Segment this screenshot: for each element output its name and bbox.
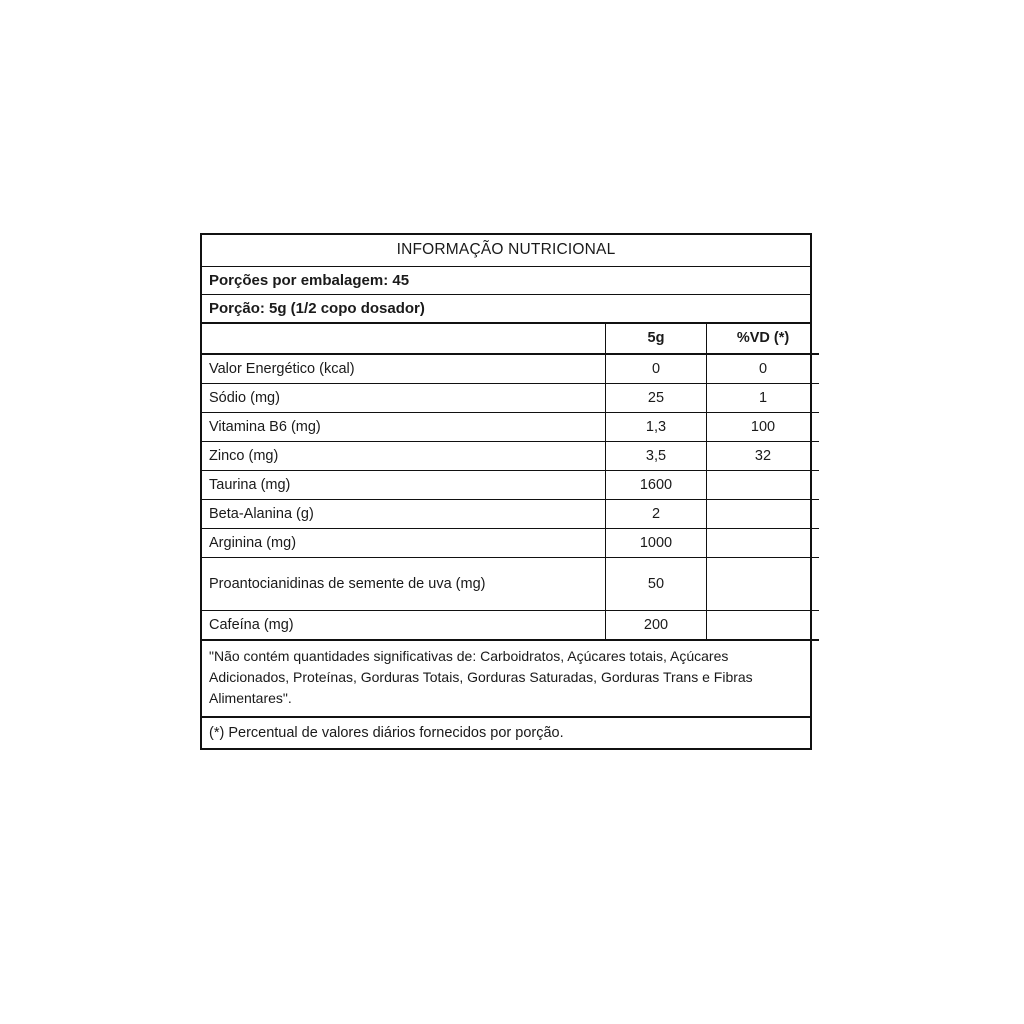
table-row	[202, 354, 819, 384]
daily-value-note: (*) Percentual de valores diários fornecidos por porção.	[209, 725, 564, 741]
row-daily-value	[707, 500, 820, 529]
servings-per-package: Porções por embalagem: 45	[202, 267, 810, 295]
row-amount: 1,3	[606, 413, 707, 442]
table-row	[202, 384, 819, 413]
row-amount: 200	[606, 611, 707, 641]
table-header-row	[202, 324, 819, 354]
header-amount: 5g	[606, 324, 707, 354]
table-row	[202, 442, 819, 471]
row-nutrient-name: Vitamina B6 (mg)	[202, 413, 606, 442]
table-row	[202, 558, 819, 611]
nutrition-table	[202, 324, 819, 641]
row-amount: 2	[606, 500, 707, 529]
row-nutrient-name: Proantocianidinas de semente de uva (mg)	[202, 558, 606, 611]
row-daily-value: 1	[707, 384, 820, 413]
row-nutrient-name: Sódio (mg)	[202, 384, 606, 413]
row-nutrient-name: Valor Energético (kcal)	[202, 354, 606, 384]
row-nutrient-name: Arginina (mg)	[202, 529, 606, 558]
table-row	[202, 471, 819, 500]
row-daily-value	[707, 611, 820, 641]
row-daily-value	[707, 529, 820, 558]
nutrition-facts-label	[200, 233, 812, 750]
not-significant-footnote: "Não contém quantidades significativas de: Carboidratos, Açúcares totais, Açúcares Adicionados, Proteínas, Gorduras Totais, Gorduras Saturadas, Gorduras Trans e Fibras Alimentares".	[202, 641, 810, 718]
row-nutrient-name: Zinco (mg)	[202, 442, 606, 471]
row-daily-value: 0	[707, 354, 820, 384]
row-amount: 0	[606, 354, 707, 384]
table-row	[202, 611, 819, 641]
serving-size: Porção: 5g (1/2 copo dosador)	[202, 295, 810, 324]
table-row	[202, 500, 819, 529]
row-nutrient-name: Beta-Alanina (g)	[202, 500, 606, 529]
nutrition-table-body	[202, 354, 819, 640]
header-daily-value: %VD (*)	[707, 324, 820, 354]
table-row	[202, 529, 819, 558]
row-amount: 3,5	[606, 442, 707, 471]
row-amount: 50	[606, 558, 707, 611]
row-amount: 1000	[606, 529, 707, 558]
table-row	[202, 413, 819, 442]
header-nutrient	[202, 324, 606, 354]
row-nutrient-name: Taurina (mg)	[202, 471, 606, 500]
row-daily-value	[707, 471, 820, 500]
row-nutrient-name: Cafeína (mg)	[202, 611, 606, 641]
row-amount: 1600	[606, 471, 707, 500]
row-daily-value: 32	[707, 442, 820, 471]
nutrition-table-head	[202, 324, 819, 354]
row-daily-value: 100	[707, 413, 820, 442]
row-daily-value	[707, 558, 820, 611]
nutrition-title: INFORMAÇÃO NUTRICIONAL	[202, 235, 810, 267]
row-amount: 25	[606, 384, 707, 413]
